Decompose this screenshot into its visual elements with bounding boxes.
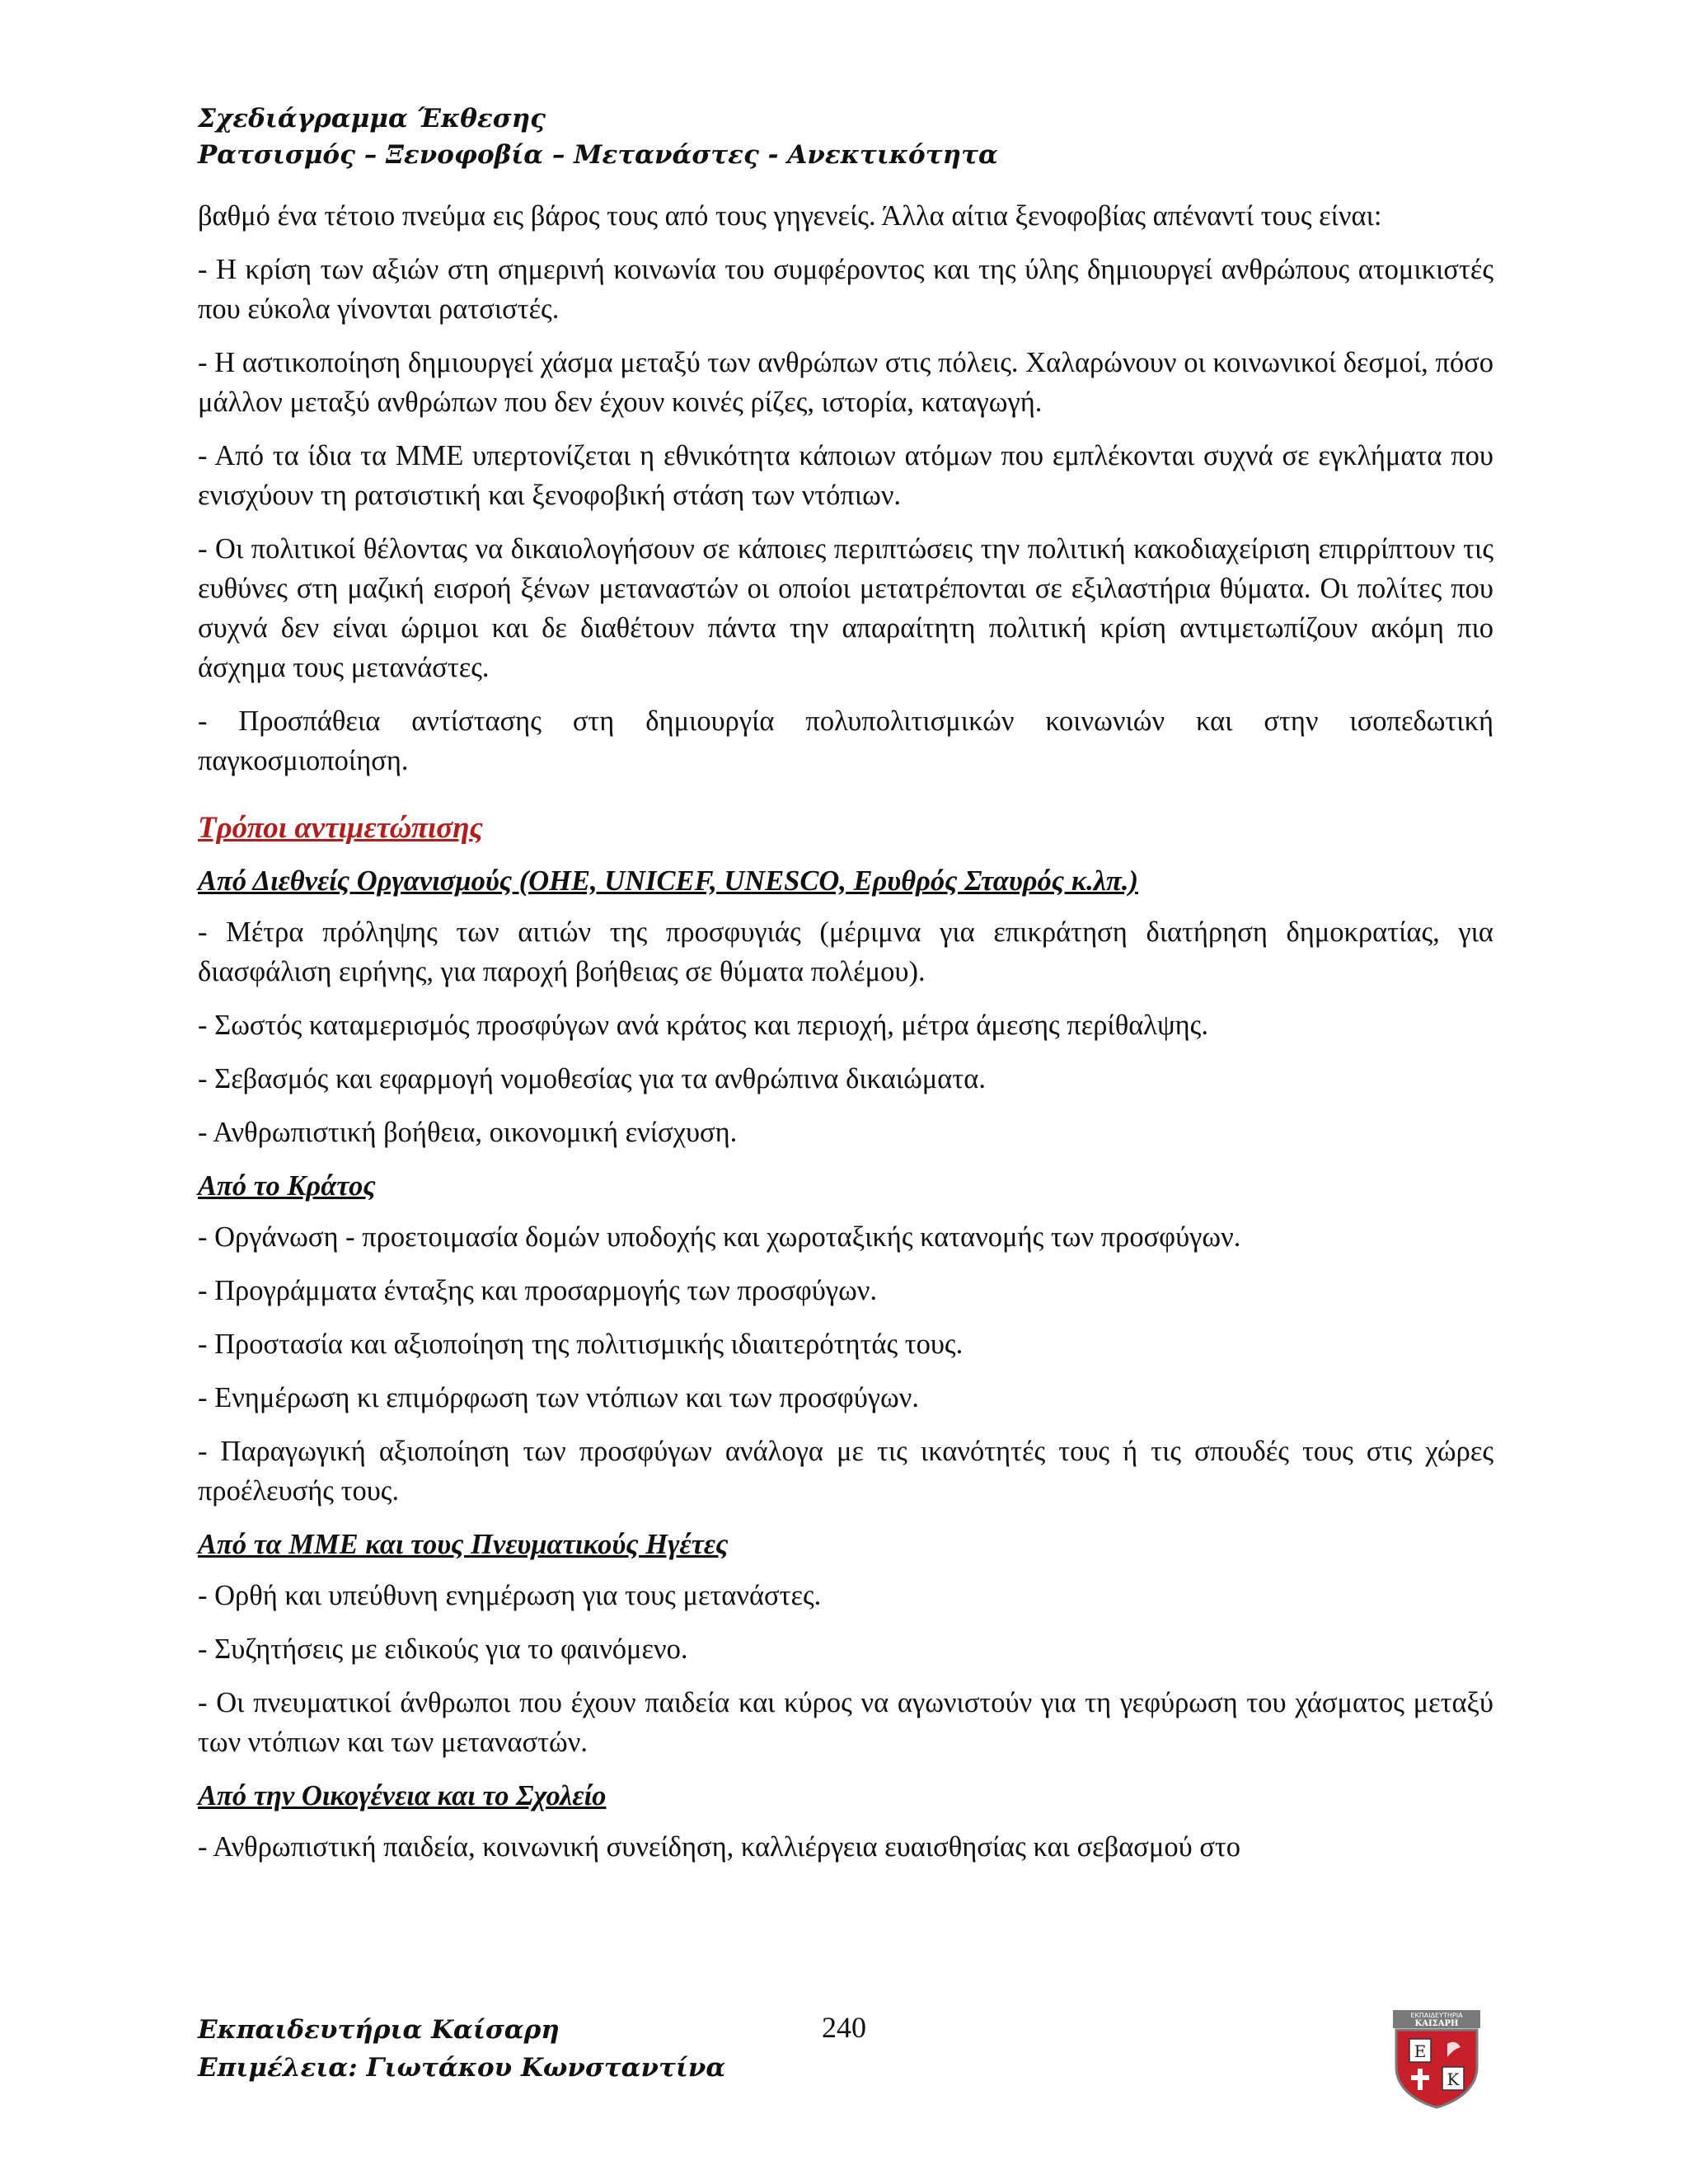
logo-banner-top: ΕΚΠΑΙΔΕΥΤΗΡΙΑ [1410, 2012, 1463, 2019]
footer-institution: Εκπαιδευτήρια Καίσαρη [198, 2015, 560, 2045]
footer-editor: Επιμέλεια: Γιωτάκου Κωνσταντίνα [198, 2053, 726, 2083]
header-subtitle: Ρατσισμός – Ξενοφοβία – Μετανάστες - Ανεκτικότητα [198, 140, 998, 170]
list-item: - Σεβασμός και εφαρμογή νομοθεσίας για τα ανθρώπινα δικαιώματα. [198, 1063, 986, 1094]
body-paragraph: - Οι πολιτικοί θέλοντας να δικαιολογήσουν σε κάποιες περιπτώσεις την πολιτική κακοδιαχείριση επιρρίπτουν τις ευθύνες στη μαζική εισροή ξένων μεταναστών οι οποίοι μετατρέπονται σε εξιλαστήρια θύματα. Οι πολίτες που συχνά δεν είναι ώριμοι και δε διαθέτουν πάντα την απαραίτητη πολιτική κρίση αντιμετωπίζουν ακόμη πιο άσχημα τους μετανάστες. [198, 533, 1493, 683]
header-title: Σχεδιάγραμμα Έκθεσης [198, 104, 546, 134]
body-paragraph: βαθμό ένα τέτοιο πνεύμα εις βάρος τους από τους γηγενείς. Άλλα αίτια ξενοφοβίας απέναντί τους είναι: [198, 200, 1382, 232]
list-item: - Ανθρωπιστική βοήθεια, οικονομική ενίσχυση. [198, 1117, 738, 1148]
list-item: - Σωστός καταμερισμός προσφύγων ανά κράτος και περιοχή, μέτρα άμεσης περίθαλψης. [198, 1010, 1208, 1041]
subsection-heading: Από τα ΜΜΕ και τους Πνευματικούς Ηγέτες [198, 1529, 729, 1560]
logo-letter-left: Ε [1414, 2041, 1427, 2061]
list-item: - Παραγωγική αξιοποίηση των προσφύγων ανάλογα με τις ικανότητές τους ή τις σπουδές τους στις χώρες προέλευσής τους. [198, 1436, 1493, 1507]
logo-letter-right: Κ [1447, 2069, 1460, 2089]
subsection-heading: Από την Οικογένεια και το Σχολείο [198, 1780, 607, 1811]
page-footer [198, 2011, 725, 2087]
subsection-heading: Από το Κράτος [198, 1170, 376, 1202]
list-item: - Μέτρα πρόληψης των αιτιών της προσφυγιάς (μέριμνα για επικράτηση διατήρηση δημοκρατίας, για διασφάλιση ειρήνης, για παροχή βοήθειας σε θύματα πολέμου). [198, 916, 1493, 987]
school-logo [1390, 2008, 1484, 2110]
body-paragraph: - Η αστικοποίηση δημιουργεί χάσμα μεταξύ των ανθρώπων στις πόλεις. Χαλαρώνουν οι κοινωνικοί δεσμοί, πόσο μάλλον μεταξύ ανθρώπων που δεν έχουν κοινές ρίζες, ιστορία, καταγωγή. [198, 347, 1493, 418]
page-number: 240 [822, 2011, 866, 2044]
list-item: - Οργάνωση - προετοιμασία δομών υποδοχής και χωροταξικής κατανομής των προσφύγων. [198, 1221, 1241, 1253]
list-item: - Ενημέρωση κι επιμόρφωση των ντόπιων και των προσφύγων. [198, 1382, 919, 1413]
subsection-heading: Από Διεθνείς Οργανισμούς (ΟΗΕ, UNICEF, UNESCO, Ερυθρός Σταυρός κ.λπ.) [198, 865, 1138, 897]
list-item: - Συζητήσεις με ειδικούς για το φαινόμενο. [198, 1633, 688, 1665]
body-paragraph: - Από τα ίδια τα ΜΜΕ υπερτονίζεται η εθνικότητα κάποιων ατόμων που εμπλέκονται συχνά σε εγκλήματα που ενισχύουν τη ρατσιστική και ξενοφοβική στάση των ντόπιων. [198, 440, 1493, 511]
section-heading: Τρόποι αντιμετώπισης [198, 811, 484, 845]
list-item: - Οι πνευματικοί άνθρωποι που έχουν παιδεία και κύρος να αγωνιστούν για τη γεφύρωση του χάσματος μεταξύ των ντόπιων και των μεταναστών. [198, 1687, 1493, 1758]
document-body [198, 196, 1493, 1881]
page-header [198, 101, 1517, 173]
list-item: - Ορθή και υπεύθυνη ενημέρωση για τους μετανάστες. [198, 1580, 822, 1611]
list-item: - Προγράμματα ένταξης και προσαρμογής των προσφύγων. [198, 1275, 878, 1306]
logo-cross-horizontal [1411, 2075, 1429, 2080]
list-item: - Ανθρωπιστική παιδεία, κοινωνική συνείδηση, καλλιέργεια ευαισθησίας και σεβασμού στο [198, 1831, 1241, 1863]
body-paragraph: - Η κρίση των αξιών στη σημερινή κοινωνία του συμφέροντος και της ύλης δημιουργεί ανθρώπους ατομικιστές που εύκολα γίνονται ρατσιστές. [198, 254, 1493, 325]
body-paragraph: - Προσπάθεια αντίστασης στη δημιουργία πολυπολιτισμικών κοινωνιών και στην ισοπεδωτική παγκοσμιοποίηση. [198, 705, 1493, 776]
logo-banner-name: ΚΑΙΣΑΡΗ [1414, 2019, 1459, 2028]
logo-shield [1396, 2030, 1477, 2107]
shield-icon [1390, 2008, 1484, 2110]
list-item: - Προστασία και αξιοποίηση της πολιτισμικής ιδιαιτερότητάς τους. [198, 1329, 964, 1360]
